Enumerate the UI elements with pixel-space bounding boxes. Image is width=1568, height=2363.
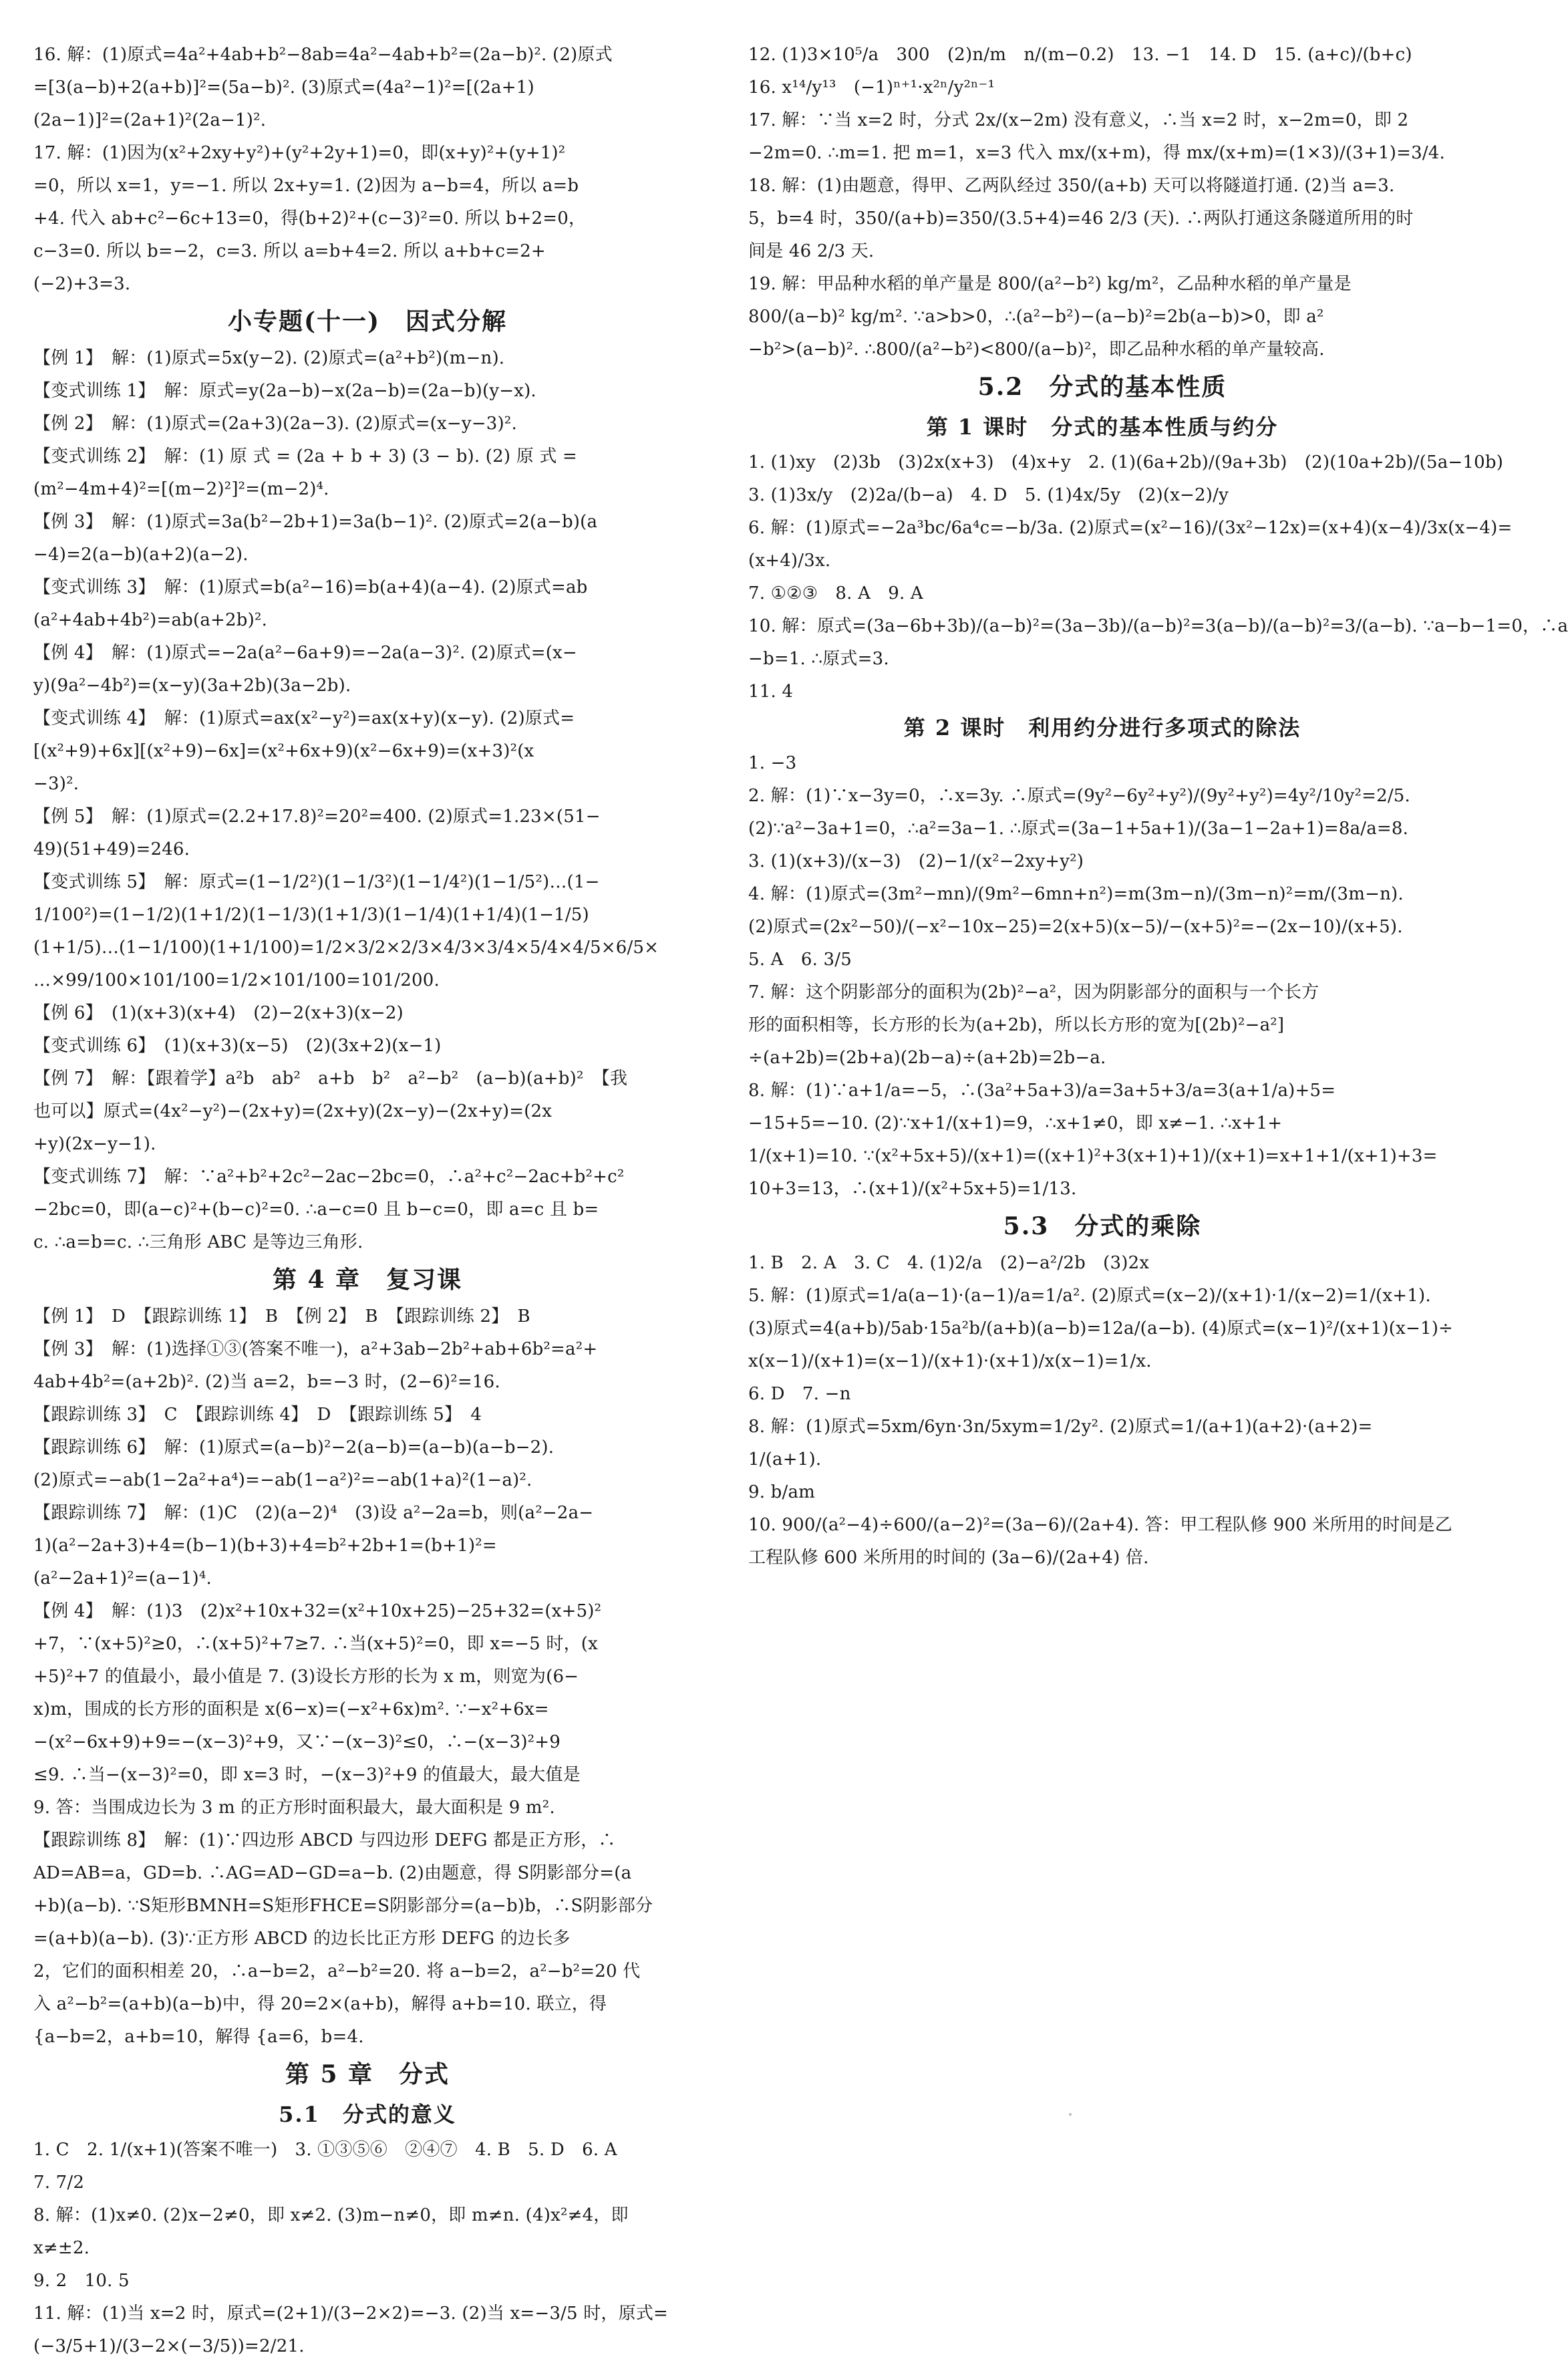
- answer-line: 11. 4: [748, 682, 794, 702]
- answer-line: 5，b=4 时，350/(a+b)=350/(3.5+4)=46 2/3 (天). ∴两队打通这条隧道所用的时: [748, 208, 1414, 229]
- answer-line: =[3(a−b)+2(a+b)]²=(5a−b)². (3)原式=(4a²−1)²=[(2a+1): [33, 78, 534, 98]
- answer-line: 工程队修 600 米所用的时间的 (3a−6)/(2a+4) 倍.: [748, 1548, 1149, 1568]
- answer-line: 9. 2 10. 5: [33, 2271, 130, 2291]
- answer-line: =(a+b)(a−b). (3)∵正方形 ABCD 的边长比正方形 DEFG 的边长多: [33, 1929, 571, 1949]
- left-column: [33, 39, 701, 2363]
- answer-line: 【例 1】 解：(1)原式=5x(y−2). (2)原式=(a²+b²)(m−n).: [33, 348, 505, 368]
- section-title: 第 5 章 分式: [285, 2060, 450, 2088]
- answer-line: 8. 解：(1)x≠0. (2)x−2≠0，即 x≠2. (3)m−n≠0，即 m≠n. (4)x²≠4，即: [33, 2205, 629, 2225]
- answer-line: −2bc=0，即(a−c)²+(b−c)²=0. ∴a−c=0 且 b−c=0，即 a=c 且 b=: [33, 1200, 599, 1220]
- answer-line: …×99/100×101/100=1/2×101/100=101/200.: [33, 970, 440, 990]
- answer-line: +7，∵(x+5)²≥0，∴(x+5)²+7≥7. ∴当(x+5)²=0，即 x=−5 时，(x: [33, 1634, 598, 1654]
- answer-line: 1/100²)=(1−1/2)(1+1/2)(1−1/3)(1+1/3)(1−1/4)(1+1/4)(1−1/5): [33, 905, 589, 925]
- answer-line: 18. 解：(1)由题意，得甲、乙两队经过 350/(a+b) 天可以将隧道打通. (2)当 a=3.: [748, 176, 1395, 196]
- answer-line: 9. b/am: [748, 1482, 816, 1502]
- answer-line: −2m=0. ∴m=1. 把 m=1，x=3 代入 mx/(x+m)，得 mx/(x+m)=(1×3)/(3+1)=3/4.: [748, 143, 1446, 163]
- answer-line: (2a−1)]²=(2a+1)²(2a−1)².: [33, 110, 267, 130]
- answer-line: −(x²−6x+9)+9=−(x−3)²+9，又∵−(x−3)²≤0，∴−(x−3)²+9: [33, 1732, 561, 1752]
- answer-line: 10. 解：原式=(3a−6b+3b)/(a−b)²=(3a−3b)/(a−b)²=3(a−b)/(a−b)²=3/(a−b). ∵a−b−1=0，∴a: [748, 616, 1568, 636]
- answer-line: =0，所以 x=1，y=−1. 所以 2x+y=1. (2)因为 a−b=4，所以 a=b: [33, 176, 579, 196]
- answer-line: 间是 46 2/3 天.: [748, 241, 875, 261]
- answer-line: 【例 3】 解：(1)原式=3a(b²−2b+1)=3a(b−1)². (2)原式=2(a−b)(a: [33, 512, 598, 532]
- answer-line: [(x²+9)+6x][(x²+9)−6x]=(x²+6x+9)(x²−6x+9)=(x+3)²(x: [33, 741, 534, 761]
- answer-line: (2)∵a²−3a+1=0，∴a²=3a−1. ∴原式=(3a−1+5a+1)/(3a−1−2a+1)=8a/a=8.: [748, 819, 1409, 839]
- answer-line: 【变式训练 6】 (1)(x+3)(x−5) (2)(3x+2)(x−1): [33, 1036, 442, 1056]
- answer-line: 6. D 7. −n: [748, 1384, 851, 1404]
- answer-line: 4ab+4b²=(a+2b)². (2)当 a=2，b=−3 时，(2−6)²=16.: [33, 1372, 500, 1392]
- answer-line: 【变式训练 4】 解：(1)原式=ax(x²−y²)=ax(x+y)(x−y). (2)原式=: [33, 708, 575, 728]
- answer-line: (−2)+3=3.: [33, 274, 131, 294]
- section-subtitle: 第 2 课时 利用约分进行多项式的除法: [903, 715, 1301, 740]
- answer-line: {a−b=2，a+b=10，解得 {a=6，b=4.: [33, 2027, 364, 2047]
- answer-line: 【跟踪训练 6】 解：(1)原式=(a−b)²−2(a−b)=(a−b)(a−b−2).: [33, 1437, 555, 1457]
- answer-line: 1/(x+1)=10. ∵(x²+5x+5)/(x+1)=((x+1)²+3(x+1)+1)/(x+1)=x+1+1/(x+1)+3=: [748, 1146, 1438, 1166]
- answer-line: (3)原式=4(a+b)/5ab·15a²b/(a+b)(a−b)=12a/(a−b). (4)原式=(x−1)²/(x+1)(x−1)÷: [748, 1318, 1454, 1339]
- answer-line: (2)原式=(2x²−50)/(−x²−10x−25)=2(x+5)(x−5)/−(x+5)²=−(2x−10)/(x+5).: [748, 917, 1403, 937]
- answer-line: 1. −3: [748, 753, 797, 773]
- section-subtitle: 5.1 分式的意义: [279, 2102, 456, 2127]
- answer-line: 形的面积相等，长方形的长为(a+2b)，所以长方形的宽为[(2b)²−a²]: [748, 1015, 1285, 1035]
- answer-line: 1. (1)xy (2)3b (3)2x(x+3) (4)x+y 2. (1)(6a+2b)/(9a+3b) (2)(10a+2b)/(5a−10b): [748, 452, 1504, 472]
- answer-line: 【例 3】 解：(1)选择①③(答案不唯一)，a²+3ab−2b²+ab+6b²=a²+: [33, 1339, 598, 1359]
- answer-line: 2. 解：(1)∵x−3y=0，∴x=3y. ∴原式=(9y²−6y²+y²)/(9y²+y²)=4y²/10y²=2/5.: [748, 786, 1411, 806]
- answer-line: −b=1. ∴原式=3.: [748, 649, 889, 669]
- answer-line: 800/(a−b)² kg/m². ∵a>b>0，∴(a²−b²)−(a−b)²=2b(a−b)>0，即 a²: [748, 307, 1324, 327]
- section-subtitle: 第 1 课时 分式的基本性质与约分: [926, 414, 1279, 440]
- answer-line: 49)(51+49)=246.: [33, 839, 190, 859]
- answer-line: c−3=0. 所以 b=−2，c=3. 所以 a=b+4=2. 所以 a+b+c=2+: [33, 241, 546, 261]
- answer-line: x(x−1)/(x+1)=(x−1)/(x+1)·(x+1)/x(x−1)=1/x.: [748, 1351, 1152, 1371]
- answer-line: c. ∴a=b=c. ∴三角形 ABC 是等边三角形.: [33, 1232, 363, 1252]
- section-title: 5.2 分式的基本性质: [977, 373, 1227, 401]
- answer-line: 【例 5】 解：(1)原式=(2.2+17.8)²=20²=400. (2)原式=1.23×(51−: [33, 807, 601, 827]
- answer-line: 【例 7】 解：【跟着学】a²b ab² a+b b² a²−b² (a−b)(a+b)² 【我: [33, 1069, 628, 1089]
- answer-line: 17. 解：(1)因为(x²+2xy+y²)+(y²+2y+1)=0，即(x+y)²+(y+1)²: [33, 143, 566, 163]
- section-title: 第 4 章 复习课: [272, 1266, 463, 1294]
- answer-line: AD=AB=a，GD=b. ∴AG=AD−GD=a−b. (2)由题意，得 S阴影部分=(a: [33, 1863, 632, 1883]
- answer-line: 9. 答：当围成边长为 3 m 的正方形时面积最大，最大面积是 9 m².: [33, 1798, 555, 1818]
- answer-line: 10+3=13，∴(x+1)/(x²+5x+5)=1/13.: [748, 1179, 1077, 1199]
- answer-line: (a²+4ab+4b²)=ab(a+2b)².: [33, 610, 268, 630]
- answer-line: 【跟踪训练 3】 C 【跟踪训练 4】 D 【跟踪训练 5】 4: [33, 1405, 482, 1425]
- answer-line: 【例 4】 解：(1)3 (2)x²+10x+32=(x²+10x+25)−25+32=(x+5)²: [33, 1601, 602, 1621]
- answer-line: −15+5=−10. (2)∵x+1/(x+1)=9，∴x+1≠0，即 x≠−1. ∴x+1+: [748, 1113, 1283, 1133]
- answer-line: 12. (1)3×10⁵/a 300 (2)n/m n/(m−0.2) 13. −1 14. D 15. (a+c)/(b+c): [748, 45, 1412, 65]
- answer-line: 【变式训练 3】 解：(1)原式=b(a²−16)=b(a+4)(a−4). (2)原式=ab: [33, 577, 588, 597]
- answer-line: 【例 6】 (1)(x+3)(x+4) (2)−2(x+3)(x−2): [33, 1003, 404, 1023]
- answer-line: ÷(a+2b)=(2b+a)(2b−a)÷(a+2b)=2b−a.: [748, 1048, 1106, 1068]
- answer-line: 6. 解：(1)原式=−2a³bc/6a⁴c=−b/3a. (2)原式=(x²−16)/(3x²−12x)=(x+4)(x−4)/3x(x−4)=: [748, 518, 1513, 538]
- answer-line: 1. C 2. 1/(x+1)(答案不唯一) 3. ①③⑤⑥ ②④⑦ 4. B 5. D 6. A: [33, 2140, 617, 2160]
- answer-line: 入 a²−b²=(a+b)(a−b)中，得 20=2×(a+b)，解得 a+b=10. 联立，得: [33, 1994, 607, 2014]
- answer-line: 11. 解：(1)当 x=2 时，原式=(2+1)/(3−2×2)=−3. (2)当 x=−3/5 时，原式=: [33, 2304, 669, 2324]
- answer-line: +y)(2x−y−1).: [33, 1134, 156, 1154]
- answer-line: 10. 900/(a²−4)÷600/(a−2)²=(3a−6)/(2a+4). 答：甲工程队修 900 米所用的时间是乙: [748, 1515, 1452, 1535]
- answer-line: 7. 7/2: [33, 2173, 85, 2193]
- answer-line: +b)(a−b). ∵S矩形BMNH=S矩形FHCE=S阴影部分=(a−b)b，∴S阴影部分: [33, 1896, 653, 1916]
- answer-line: 1. B 2. A 3. C 4. (1)2/a (2)−a²/2b (3)2x: [748, 1253, 1150, 1273]
- answer-line: −4)=2(a−b)(a+2)(a−2).: [33, 545, 249, 565]
- answer-line: 【跟踪训练 8】 解：(1)∵四边形 ABCD 与四边形 DEFG 都是正方形，∴: [33, 1830, 616, 1850]
- answer-line: 2，它们的面积相差 20，∴a−b=2，a²−b²=20. 将 a−b=2，a²−b²=20 代: [33, 1961, 641, 1981]
- answer-line: 3. (1)(x+3)/(x−3) (2)−1/(x²−2xy+y²): [748, 851, 1084, 871]
- answer-line: 16. 解：(1)原式=4a²+4ab+b²−8ab=4a²−4ab+b²=(2a−b)². (2)原式: [33, 45, 613, 65]
- section-title: 小专题(十一) 因式分解: [227, 307, 508, 335]
- answer-line: 17. 解：∵当 x=2 时，分式 2x/(x−2m) 没有意义，∴当 x=2 时，x−2m=0，即 2: [748, 110, 1409, 130]
- answer-line: 【例 1】 D 【跟踪训练 1】 B 【例 2】 B 【跟踪训练 2】 B: [33, 1306, 530, 1327]
- answer-line: 【变式训练 1】 解：原式=y(2a−b)−x(2a−b)=(2a−b)(y−x).: [33, 381, 536, 401]
- answer-line: +5)²+7 的值最小，最小值是 7. (3)设长方形的长为 x m，则宽为(6−: [33, 1667, 579, 1687]
- answer-line: (m²−4m+4)²=[(m−2)²]²=(m−2)⁴.: [33, 479, 329, 499]
- answer-line: (a²−2a+1)²=(a−1)⁴.: [33, 1568, 212, 1588]
- answer-line: x≠±2.: [33, 2238, 90, 2258]
- answer-line: 【例 4】 解：(1)原式=−2a(a²−6a+9)=−2a(a−3)². (2)原式=(x−: [33, 643, 577, 663]
- answer-line: −b²>(a−b)². ∴800/(a²−b²)<800/(a−b)²，即乙品种水稻的单产量较高.: [748, 339, 1325, 360]
- answer-line: (−3/5+1)/(3−2×(−3/5))=2/21.: [33, 2336, 305, 2356]
- page-speck: [1069, 2113, 1072, 2116]
- answer-line: 3. (1)3x/y (2)2a/(b−a) 4. D 5. (1)4x/5y (2)(x−2)/y: [748, 485, 1229, 505]
- answer-line: 【变式训练 5】 解：原式=(1−1/2²)(1−1/3²)(1−1/4²)(1−1/5²)…(1−: [33, 872, 600, 892]
- answer-line: 【例 2】 解：(1)原式=(2a+3)(2a−3). (2)原式=(x−y−3)².: [33, 414, 517, 434]
- answer-line: 1/(a+1).: [748, 1449, 822, 1470]
- answer-line: x)m，围成的长方形的面积是 x(6−x)=(−x²+6x)m². ∵−x²+6x=: [33, 1699, 549, 1719]
- answer-line: 7. 解：这个阴影部分的面积为(2b)²−a²，因为阴影部分的面积与一个长方: [748, 982, 1319, 1002]
- answer-line: 1)(a²−2a+3)+4=(b−1)(b+3)+4=b²+2b+1=(b+1)²=: [33, 1536, 497, 1556]
- answer-line: (1+1/5)…(1−1/100)(1+1/100)=1/2×3/2×2/3×4/3×3/4×5/4×4/5×6/5×: [33, 938, 659, 958]
- answer-line: 16. x¹⁴/y¹³ (−1)ⁿ⁺¹·x²ⁿ/y²ⁿ⁻¹: [748, 78, 995, 98]
- answer-line: 也可以】原式=(4x²−y²)−(2x+y)=(2x+y)(2x−y)−(2x+y)=(2x: [33, 1101, 553, 1121]
- answer-line: (x+4)/3x.: [748, 551, 831, 571]
- answer-line: y)(9a²−4b²)=(x−y)(3a+2b)(3a−2b).: [33, 676, 351, 696]
- answer-line: 5. A 6. 3/5: [748, 950, 852, 970]
- right-column: [748, 39, 1568, 1574]
- answer-line: ≤9. ∴当−(x−3)²=0，即 x=3 时，−(x−3)²+9 的值最大，最大值是: [33, 1765, 581, 1785]
- answer-line: 【变式训练 7】 解：∵a²+b²+2c²−2ac−2bc=0，∴a²+c²−2ac+b²+c²: [33, 1167, 625, 1187]
- answer-line: 8. 解：(1)原式=5xm/6yn·3n/5xym=1/2y². (2)原式=1/(a+1)(a+2)·(a+2)=: [748, 1417, 1373, 1437]
- answer-line: 19. 解：甲品种水稻的单产量是 800/(a²−b²) kg/m²，乙品种水稻的单产量是: [748, 274, 1352, 294]
- answer-line: (2)原式=−ab(1−2a²+a⁴)=−ab(1−a²)²=−ab(1+a)²(1−a)².: [33, 1470, 532, 1490]
- answer-line: 4. 解：(1)原式=(3m²−mn)/(9m²−6mn+n²)=m(3m−n)/(3m−n)²=m/(3m−n).: [748, 884, 1404, 904]
- answer-line: 【变式训练 2】 解：(1) 原 式 = (2a + b + 3) (3 − b). (2) 原 式 =: [33, 446, 578, 466]
- answer-line: 5. 解：(1)原式=1/a(a−1)·(a−1)/a=1/a². (2)原式=(x−2)/(x+1)·1/(x−2)=1/(x+1).: [748, 1286, 1431, 1306]
- answer-line: 8. 解：(1)∵a+1/a=−5，∴(3a²+5a+3)/a=3a+5+3/a=3(a+1/a)+5=: [748, 1081, 1336, 1101]
- section-title: 5.3 分式的乘除: [1003, 1212, 1202, 1240]
- answer-line: +4. 代入 ab+c²−6c+13=0，得(b+2)²+(c−3)²=0. 所以 b+2=0，: [33, 208, 587, 229]
- answer-line: 【跟踪训练 7】 解：(1)C (2)(a−2)⁴ (3)设 a²−2a=b，则(a²−2a−: [33, 1503, 594, 1523]
- answer-line: −3)².: [33, 774, 80, 794]
- answer-line: 7. ①②③ 8. A 9. A: [748, 583, 923, 603]
